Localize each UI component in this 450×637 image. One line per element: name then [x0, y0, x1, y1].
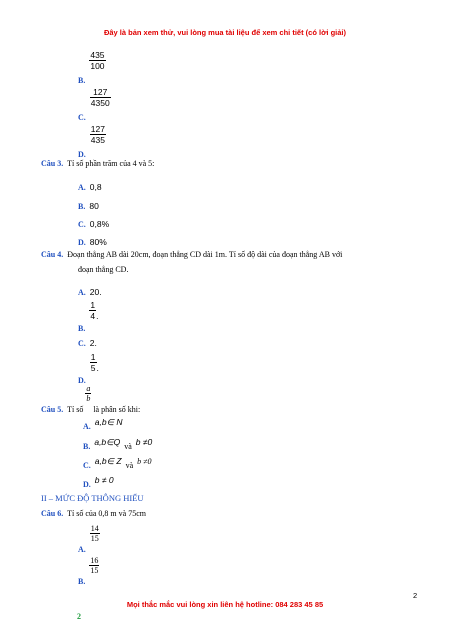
- q5-option-d: $_{D.}$ b ≠ 0: [83, 475, 114, 489]
- question-label: Câu 5.: [41, 405, 64, 414]
- question-text: Đoạn thẳng AB dài 20cm, đoạn thẳng CD dài 1m. Tỉ số độ dài của đoạn thẳng AB với: [67, 250, 343, 259]
- q3-option-d: D. 80%: [78, 237, 107, 247]
- q2-option-c: [78, 87, 111, 122]
- question-label: Câu 3.: [41, 159, 64, 168]
- hotline-footer: Mọi thắc mắc vui lòng xin liên hệ hotline: 084 283 45 85: [126, 600, 324, 609]
- q2-option-b: [78, 50, 106, 85]
- q4-option-c: C. 2.: [78, 338, 97, 348]
- fraction: $\frac{1}{5}$: [90, 352, 96, 373]
- question-text: Tỉ số phần trăm của 4 và 5:: [67, 159, 155, 168]
- fraction: $\frac{127}{435}$: [90, 124, 105, 145]
- q5-option-b: $_{B.}$ a,b∈Q $_{và}$ b ≠0: [83, 437, 153, 451]
- page-number-footer: 2: [77, 612, 81, 621]
- q2-option-d: [78, 124, 106, 159]
- question-5: Câu 5. Tỉ số $\frac{a}{b}$ là phân số khi:: [41, 384, 141, 414]
- option-label: D.: [78, 150, 86, 159]
- question-label: Câu 4.: [41, 250, 64, 259]
- q3-option-c: C. 0,8%: [78, 219, 110, 229]
- q4-option-a: A. 20.: [78, 287, 102, 297]
- q3-option-b: B. 80: [78, 201, 99, 211]
- page-number: 2: [413, 591, 418, 600]
- q6-option-b: $_{B.}$ $\frac{16}{15}$: [78, 556, 99, 586]
- q4-option-b: $_{B.}$ $\frac{1}{4}$ .: [78, 300, 99, 333]
- question-4-line2: đoạn thẳng CD.: [78, 265, 129, 274]
- question-6: [41, 509, 146, 518]
- option-label: B.: [78, 76, 86, 85]
- q5-option-a: $_{A.}$ a,b∈ N: [83, 417, 123, 431]
- q3-option-a: A. 0,8: [78, 182, 102, 192]
- q5-option-c: $_{C.}$ a,b∈ Z $_{và}$ b ≠0: [83, 456, 152, 470]
- fraction: $\frac{127}{4350}$: [90, 87, 110, 108]
- fraction: $\frac{1}{4}$: [90, 300, 96, 321]
- section-heading: II – MỨC ĐỘ THÔNG HIỂU: [41, 493, 144, 503]
- option-label: C.: [78, 113, 86, 122]
- fraction: $\frac{16}{15}$: [90, 556, 99, 575]
- q4-option-d: $_{D.}$ $\frac{1}{5}$ .: [78, 352, 99, 385]
- fraction: $\frac{a}{b}$: [86, 384, 91, 403]
- q6-option-a: $_{A.}$ $\frac{14}{15}$: [78, 524, 99, 554]
- question-label: Câu 6.: [41, 509, 64, 518]
- fraction: $\frac{14}{15}$: [90, 524, 99, 543]
- question-3: [41, 159, 154, 168]
- question-text: Tỉ số của 0,8 m và 75cm: [67, 509, 146, 518]
- question-4: [41, 250, 431, 259]
- preview-banner: Đây là bản xem thử, vui lòng mua tài liệu để xem chi tiết (có lời giải): [103, 28, 347, 37]
- fraction: $\frac{435}{100}$: [90, 50, 105, 71]
